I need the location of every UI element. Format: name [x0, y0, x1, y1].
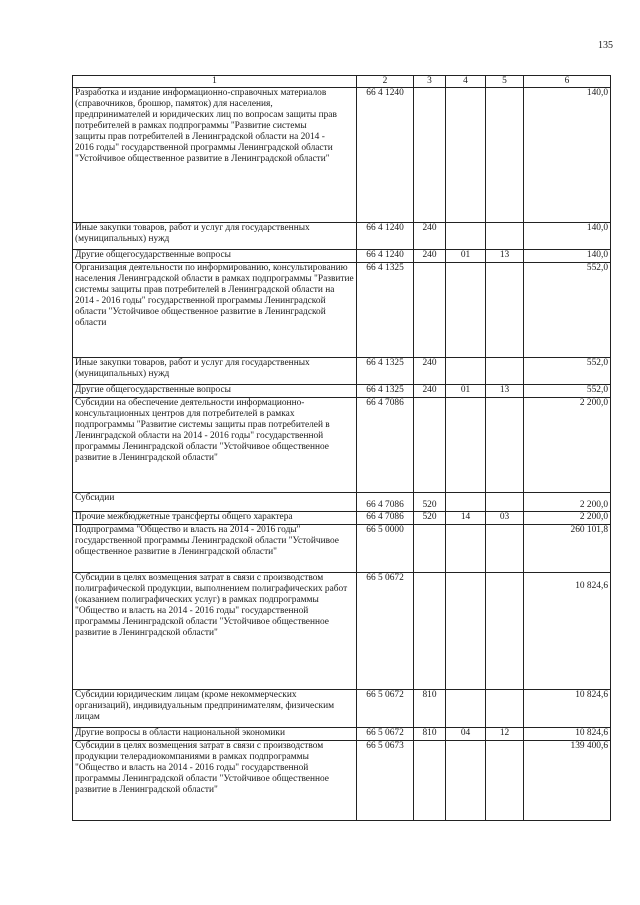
cell-expense-type: 240: [414, 250, 446, 263]
cell-target-code: 66 4 1240: [357, 250, 414, 263]
cell-subsection: [486, 741, 524, 821]
cell-section: [446, 573, 486, 690]
table-row: [73, 573, 611, 690]
cell-subsection: [486, 398, 524, 493]
cell-expense-type: 810: [414, 728, 446, 741]
cell-description: Субсидии в целях возмещения затрат в связи с производством полиграфической продукции, выполнением полиграфических работ (оказанием полиграфических услуг) в рамках подпрограммы "Общество и власть на 2014 - 2016 годы" государственной программы Ленинградской области "Устойчивое общественное развитие в Ленинградской области": [73, 573, 357, 690]
header-col-1: 1: [73, 76, 357, 88]
cell-target-code: 66 4 1240: [357, 88, 414, 223]
cell-target-code: 66 4 7086: [357, 493, 414, 512]
cell-description: Разработка и издание информационно-справочных материалов (справочников, брошюр, памяток) для населения, предпринимателей и юридических лиц по вопросам защиты прав потребителей в рамках подпрограммы "Развитие системы защиты прав потребителей в Ленинградской области на 2014 - 2016 годы" государственной программы Ленинградской области "Устойчивое общественное развитие в Ленинградской области": [73, 88, 357, 223]
cell-target-code: 66 5 0000: [357, 525, 414, 573]
cell-subsection: [486, 223, 524, 250]
cell-amount: 260 101,8: [524, 525, 611, 573]
table-row: [73, 358, 611, 385]
cell-amount: 2 200,0: [524, 512, 611, 525]
cell-amount: 10 824,6: [524, 728, 611, 741]
table-row: [73, 493, 611, 512]
header-col-3: 3: [414, 76, 446, 88]
cell-amount: 140,0: [524, 250, 611, 263]
cell-target-code: 66 5 0672: [357, 728, 414, 741]
cell-subsection: 03: [486, 512, 524, 525]
cell-subsection: [486, 690, 524, 728]
cell-subsection: 13: [486, 385, 524, 398]
cell-section: [446, 88, 486, 223]
cell-section: [446, 358, 486, 385]
cell-section: [446, 741, 486, 821]
cell-subsection: 13: [486, 250, 524, 263]
cell-target-code: 66 4 7086: [357, 512, 414, 525]
cell-expense-type: 520: [414, 512, 446, 525]
cell-target-code: 66 5 0672: [357, 573, 414, 690]
cell-description: Иные закупки товаров, работ и услуг для государственных (муниципальных) нужд: [73, 223, 357, 250]
budget-table: [72, 75, 611, 821]
table-header-row: [73, 76, 611, 88]
cell-expense-type: 810: [414, 690, 446, 728]
header-col-4: 4: [446, 76, 486, 88]
cell-description: Субсидии: [73, 493, 357, 512]
cell-subsection: [486, 358, 524, 385]
header-col-6: 6: [524, 76, 611, 88]
cell-section: [446, 223, 486, 250]
cell-subsection: [486, 525, 524, 573]
cell-amount: 2 200,0: [524, 493, 611, 512]
cell-amount: 552,0: [524, 263, 611, 358]
cell-amount: 139 400,6: [524, 741, 611, 821]
table-row: [73, 263, 611, 358]
cell-subsection: [486, 573, 524, 690]
cell-subsection: [486, 493, 524, 512]
table-row: [73, 741, 611, 821]
cell-description: Иные закупки товаров, работ и услуг для государственных (муниципальных) нужд: [73, 358, 357, 385]
table-row: [73, 512, 611, 525]
cell-target-code: 66 4 1325: [357, 358, 414, 385]
cell-description: Организация деятельности по информированию, консультированию населения Ленинградской области в рамках подпрограммы "Развитие системы защиты прав потребителей в Ленинградской области на 2014 - 2016 годы" государственной программы Ленинградской области "Устойчивое общественное развитие в Ленинградской области: [73, 263, 357, 358]
cell-expense-type: [414, 398, 446, 493]
cell-expense-type: 240: [414, 358, 446, 385]
cell-description: Другие вопросы в области национальной экономики: [73, 728, 357, 741]
cell-amount: 2 200,0: [524, 398, 611, 493]
header-col-2: 2: [357, 76, 414, 88]
cell-expense-type: [414, 741, 446, 821]
cell-target-code: 66 4 7086: [357, 398, 414, 493]
cell-expense-type: [414, 573, 446, 690]
cell-section: 04: [446, 728, 486, 741]
table-row: [73, 690, 611, 728]
table-row: [73, 250, 611, 263]
cell-section: [446, 398, 486, 493]
cell-section: [446, 493, 486, 512]
table-row: [73, 385, 611, 398]
cell-subsection: [486, 263, 524, 358]
cell-description: Подпрограмма "Общество и власть на 2014 - 2016 годы" государственной программы Ленинградской области "Устойчивое общественное развитие в Ленинградской области": [73, 525, 357, 573]
cell-amount: 140,0: [524, 223, 611, 250]
table-row: [73, 728, 611, 741]
cell-amount: 140,0: [524, 88, 611, 223]
cell-section: [446, 263, 486, 358]
cell-section: 01: [446, 250, 486, 263]
cell-expense-type: [414, 88, 446, 223]
cell-target-code: 66 5 0672: [357, 690, 414, 728]
cell-description: Субсидии в целях возмещения затрат в связи с производством продукции телерадиокомпаниями в рамках подпрограммы "Общество и власть на 2014 - 2016 годы" государственной программы Ленинградской области "Устойчивое общественное развитие в Ленинградской области": [73, 741, 357, 821]
cell-subsection: [486, 88, 524, 223]
cell-target-code: 66 4 1325: [357, 263, 414, 358]
cell-target-code: 66 4 1240: [357, 223, 414, 250]
cell-section: 14: [446, 512, 486, 525]
cell-section: [446, 525, 486, 573]
cell-amount: 552,0: [524, 358, 611, 385]
cell-section: [446, 690, 486, 728]
cell-target-code: 66 5 0673: [357, 741, 414, 821]
table-row: [73, 88, 611, 223]
page-number: 135: [598, 40, 613, 51]
cell-description: Другие общегосударственные вопросы: [73, 385, 357, 398]
cell-section: 01: [446, 385, 486, 398]
header-col-5: 5: [486, 76, 524, 88]
cell-expense-type: 520: [414, 493, 446, 512]
cell-description: Другие общегосударственные вопросы: [73, 250, 357, 263]
cell-target-code: 66 4 1325: [357, 385, 414, 398]
cell-amount: 10 824,6: [524, 690, 611, 728]
cell-expense-type: 240: [414, 385, 446, 398]
cell-subsection: 12: [486, 728, 524, 741]
cell-description: Прочие межбюджетные трансферты общего характера: [73, 512, 357, 525]
table-row: [73, 398, 611, 493]
cell-amount: 552,0: [524, 385, 611, 398]
cell-amount: 10 824,6: [524, 573, 611, 690]
table-row: [73, 223, 611, 250]
table-row: [73, 525, 611, 573]
cell-expense-type: 240: [414, 223, 446, 250]
cell-expense-type: [414, 525, 446, 573]
cell-description: Субсидии юридическим лицам (кроме некоммерческих организаций), индивидуальным предпринимателям, физическим лицам: [73, 690, 357, 728]
cell-expense-type: [414, 263, 446, 358]
cell-description: Субсидии на обеспечение деятельности информационно-консультационных центров для потребителей в рамках подпрограммы "Развитие системы защиты прав потребителей в Ленинградской области на 2014 - 2016 годы" государственной программы Ленинградской области "Устойчивое общественное развитие в Ленинградской области": [73, 398, 357, 493]
